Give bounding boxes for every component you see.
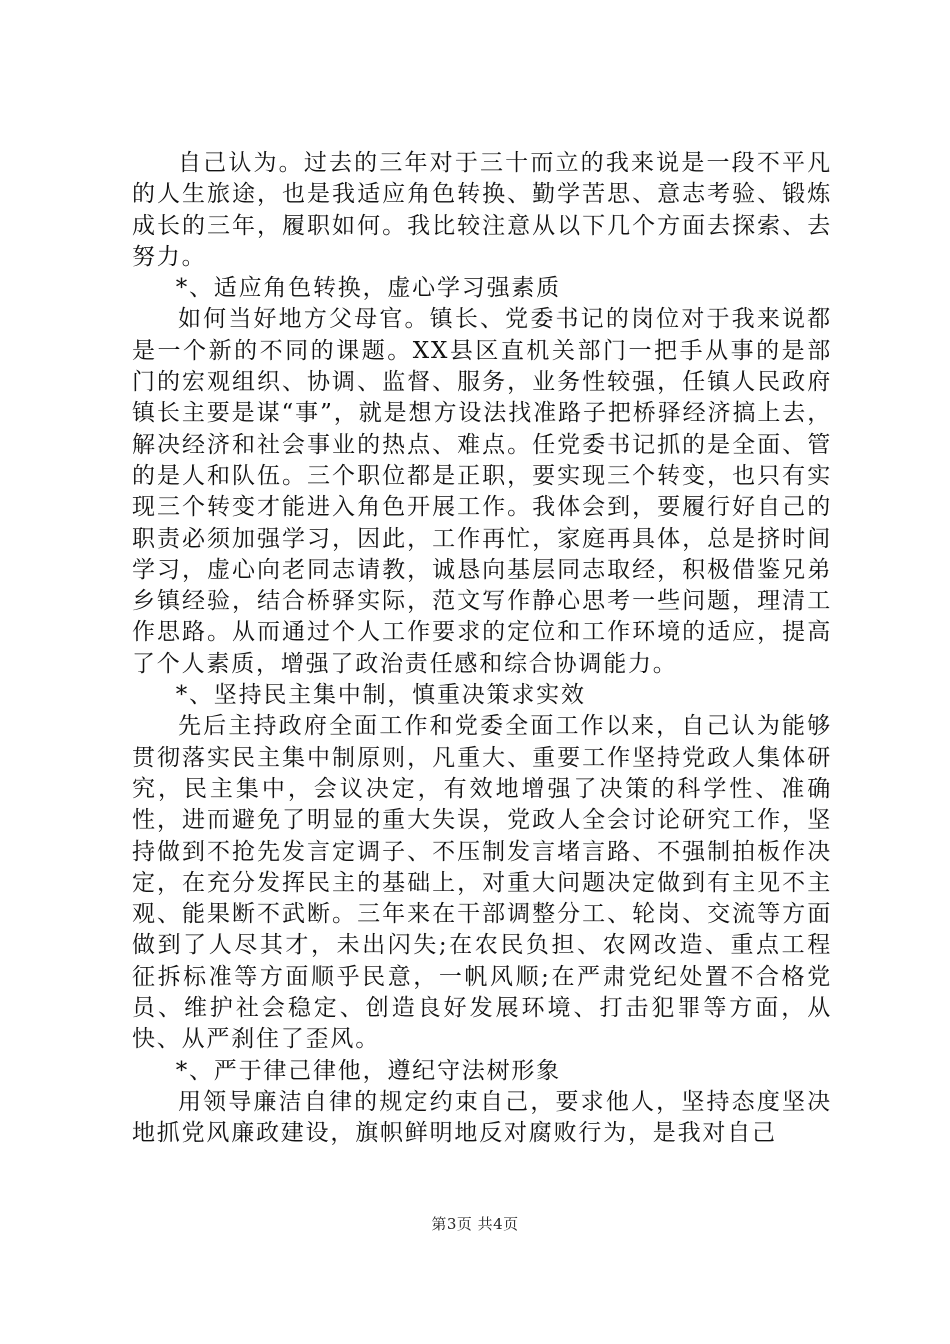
body-paragraph: 用领导廉洁自律的规定约束自己，要求他人，坚持态度坚决地抓党风廉政建设，旗帜鲜明地反对腐败行为，是我对自己 [132,1088,832,1147]
page-footer: 第3页 共4页 [431,1215,519,1233]
section-heading: *、适应角色转换，虚心学习强素质 [175,275,561,302]
body-paragraph: 如何当好地方父母官。镇长、党委书记的岗位对于我来说都是一个新的不同的课题。XX县区直机关部门一把手从事的是部门的宏观组织、协调、监督、服务，业务性较强，任镇人民政府镇长主要是谋“事”，就是想方设法找准路子把桥驿经济搞上去，解决经济和社会事业的热点、难点。任党委书记抓的是全面、管的是人和队伍。三个职位都是正职，要实现三个转变，也只有实现三个转变才能进入角色开展工作。我体会到，要履行好自己的职责必须加强学习，因此，工作再忙，家庭再具体，总是挤时间学习，虚心向老同志请教，诚恳向基层同志取经，积极借鉴兄弟乡镇经验，结合桥驿实际，范文写作静心思考一些问题，理清工作思路。从而通过个人工作要求的定位和工作环境的适应，提高了个人素质，增强了政治责任感和综合协调能力。 [132,306,832,677]
body-paragraph: 先后主持政府全面工作和党委全面工作以来，自己认为能够贯彻落实民主集中制原则，凡重大、重要工作坚持党政人集体研究，民主集中，会议决定，有效地增强了决策的科学性、准确性，进而避免了明显的重大失误，党政人全会讨论研究工作，坚持做到不抢先发言定调子、不压制发言堵言路、不强制拍板作决定，在充分发挥民主的基础上，对重大问题决定做到有主见不主观、能果断不武断。三年来在干部调整分工、轮岗、交流等方面做到了人尽其才，未出闪失;在农民负担、农网改造、重点工程征拆标准等方面顺乎民意，一帆风顺;在严肃党纪处置不合格党员、维护社会稳定、创造良好发展环境、打击犯罪等方面，从快、从严刹住了歪风。 [132,713,832,1053]
section-heading: *、坚持民主集中制，慎重决策求实效 [175,682,586,709]
section-heading: *、严于律己律他，遵纪守法树形象 [175,1057,561,1084]
document-body [132,148,832,1150]
body-paragraph: 自己认为。过去的三年对于三十而立的我来说是一段不平凡的人生旅途，也是我适应角色转换、勤学苦思、意志考验、锻炼成长的三年，履职如何。我比较注意从以下几个方面去探索、去努力。 [132,150,832,270]
